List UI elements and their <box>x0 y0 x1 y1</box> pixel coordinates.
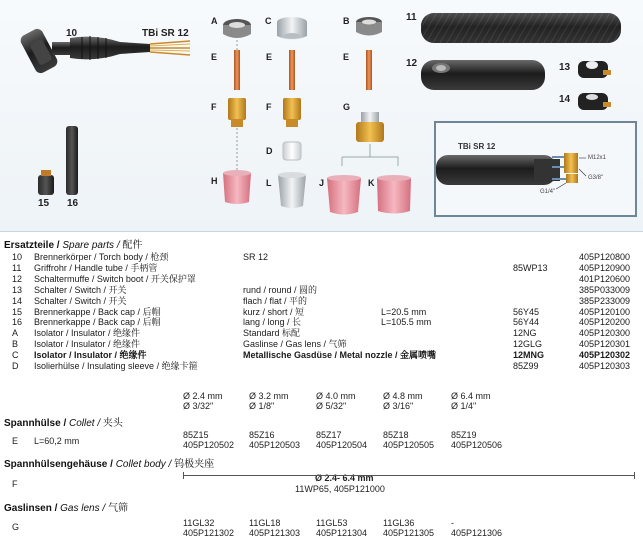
part-description: Metallische Gasdüse / Metal nozzle / 金属喷嘴 <box>243 350 437 361</box>
part-short-code: 12MNG <box>513 350 545 361</box>
collet-short: 85Z17 <box>316 430 342 440</box>
collet-code: 405P120504 <box>316 440 368 450</box>
collet-code: 405P120503 <box>249 440 301 450</box>
label-b: B <box>343 16 350 26</box>
switch-illustrations <box>578 61 611 110</box>
table-row <box>0 263 643 273</box>
label-c: C <box>265 16 272 26</box>
collet-short: 85Z19 <box>451 430 477 440</box>
part-number: D <box>12 361 19 371</box>
gas-lens-title: Gaslinsen / Gas lens / 气筛 <box>4 503 128 514</box>
table-row <box>0 307 643 317</box>
part-order-code: 405P120200 <box>579 317 631 328</box>
part-number: 15 <box>12 306 23 317</box>
collet-code: 405P120502 <box>183 440 235 450</box>
size-inch: Ø 1/8" <box>249 401 275 411</box>
label-e-c: E <box>266 52 273 62</box>
collet-body-codes: 11WP65, 405P121000 <box>295 484 385 494</box>
part-order-code: 385P033009 <box>579 284 631 295</box>
label-16: 16 <box>67 198 79 209</box>
table-row <box>0 296 643 306</box>
part-name: Brennerkörper / Torch body / 枪颈 <box>34 252 169 262</box>
part-description: Gaslinse / Gas lens / 气筛 <box>243 339 347 350</box>
part-number: 11 <box>12 262 22 273</box>
gas-lens-code: 405P121303 <box>249 528 301 538</box>
label-k: K <box>368 178 375 188</box>
label-14: 14 <box>559 94 571 105</box>
part-short-code: 85Z99 <box>513 361 539 371</box>
gas-lens-short: 11GL18 <box>249 518 281 528</box>
part-number: 14 <box>12 295 23 306</box>
label-j: J <box>319 178 325 188</box>
label-13: 13 <box>559 62 571 73</box>
table-row <box>0 339 643 349</box>
back-cap-long-illustration <box>66 126 78 195</box>
thread-label-g14: G1/4" <box>540 189 556 195</box>
part-short-code: 12NG <box>513 328 537 339</box>
size-mm: Ø 6.4 mm <box>451 391 491 401</box>
part-short-code: 85WP13 <box>513 262 548 273</box>
size-inch: Ø 5/32" <box>316 401 347 411</box>
gas-lens-code: 405P121306 <box>451 528 503 538</box>
part-short-code: 12GLG <box>513 339 543 350</box>
back-cap-short-illustration <box>38 175 54 195</box>
part-number: A <box>12 328 19 339</box>
part-number: 12 <box>12 273 23 284</box>
insulator-a-column <box>223 19 251 204</box>
collet-body-title: Spannhülsengehäuse / Collet body / 钨极夹座 <box>4 459 215 470</box>
part-order-code: 405P120800 <box>579 252 631 262</box>
part-number: B <box>12 339 19 350</box>
part-description: kurz / short / 短 <box>243 306 305 317</box>
part-name: Griffrohr / Handle tube / 手柄管 <box>34 262 158 273</box>
part-name: Isolator / Insulator / 绝缘件 <box>34 328 141 339</box>
part-name: Isolator / Insulator / 绝缘件 <box>34 350 147 361</box>
part-name: Schalter / Switch / 开关 <box>34 295 127 306</box>
label-a: A <box>211 16 218 26</box>
collet-length: L=60,2 mm <box>34 436 80 446</box>
label-tbi-sr12: TBi SR 12 <box>142 28 189 39</box>
gas-lens-code: 405P121305 <box>383 528 435 538</box>
spare-parts-title: Ersatzteile / Spare parts / 配件 <box>4 240 143 251</box>
part-name: Schalter / Switch / 开关 <box>34 284 127 295</box>
part-order-code: 405P120302 <box>579 350 631 361</box>
part-size: L=105.5 mm <box>381 317 432 328</box>
part-description: SR 12 <box>243 252 269 262</box>
inset-title: TBi SR 12 <box>458 142 496 151</box>
table-row <box>0 350 643 360</box>
part-order-code: 405P120300 <box>579 328 631 339</box>
size-inch: Ø 1/4" <box>451 401 477 411</box>
part-description: Standard 标配 <box>243 328 301 339</box>
table-row <box>0 328 643 338</box>
label-10: 10 <box>66 28 78 39</box>
gas-lens-short: 11GL32 <box>183 518 215 528</box>
size-inch: Ø 3/16" <box>383 401 414 411</box>
table-row <box>0 274 643 284</box>
part-number: C <box>12 350 19 361</box>
connector-detail-inset <box>434 121 637 217</box>
label-g: G <box>343 102 351 112</box>
part-number: 13 <box>12 284 23 295</box>
part-name: Schaltermuffe / Switch boot / 开关保护罩 <box>34 273 196 284</box>
collet-short: 85Z15 <box>183 430 209 440</box>
thread-label-g38: G3/8" <box>588 175 604 181</box>
part-name: Brennerkappe / Back cap / 后帽 <box>34 317 161 328</box>
part-order-code: 405P120301 <box>579 339 631 350</box>
collet-title: Spannhülse / Collet / 夹头 <box>4 418 123 429</box>
size-mm: Ø 3.2 mm <box>249 391 289 401</box>
collet-body-row-label: F <box>12 479 18 489</box>
label-l: L <box>266 178 272 188</box>
collet-code: 405P120505 <box>383 440 435 450</box>
part-name: Brennerkappe / Back cap / 后帽 <box>34 306 161 317</box>
collet-body-range-line <box>183 475 635 476</box>
gas-lens-code: 405P121302 <box>183 528 235 538</box>
collet-short: 85Z16 <box>249 430 275 440</box>
size-mm: Ø 2.4 mm <box>183 391 223 401</box>
label-f-a: F <box>211 102 217 112</box>
table-row <box>0 317 643 327</box>
gas-lens-short: 11GL36 <box>383 518 415 528</box>
collet-short: 85Z18 <box>383 430 409 440</box>
label-15: 15 <box>38 198 50 209</box>
collet-body-range: Ø 2.4- 6.4 mm <box>315 473 374 483</box>
gas-lens-row-label: G <box>12 522 20 532</box>
collet-row-label: E <box>12 436 19 446</box>
switch-boot-illustration <box>421 60 545 90</box>
part-description: flach / flat / 平的 <box>243 295 308 306</box>
label-f-c: F <box>266 102 272 112</box>
connector-detail-illustration <box>436 123 635 215</box>
gas-lens-short: 11GL53 <box>316 518 348 528</box>
gas-lens-code: 405P121304 <box>316 528 368 538</box>
part-order-code: 385P233009 <box>579 295 631 306</box>
part-order-code: 401P120600 <box>579 273 631 284</box>
label-d: D <box>266 146 273 156</box>
part-number: 10 <box>12 252 23 262</box>
insulator-c-column <box>277 17 307 208</box>
part-name: Isolierhülse / Insulating sleeve / 绝缘卡箍 <box>34 361 198 371</box>
part-order-code: 405P120900 <box>579 262 631 273</box>
part-number: 16 <box>12 317 23 328</box>
table-row <box>0 252 643 262</box>
table-row <box>0 361 643 371</box>
part-short-code: 56Y45 <box>513 306 540 317</box>
handle-tube-illustration <box>421 13 621 43</box>
part-name: Isolator / Insulator / 绝缘件 <box>34 339 141 350</box>
part-short-code: 56Y44 <box>513 317 540 328</box>
part-description: lang / long / 长 <box>243 317 302 328</box>
size-mm: Ø 4.0 mm <box>316 391 356 401</box>
part-description: rund / round / 圆的 <box>243 284 318 295</box>
label-12: 12 <box>406 58 418 69</box>
table-row <box>0 285 643 295</box>
part-order-code: 405P120303 <box>579 361 631 371</box>
gas-lens-short: - <box>451 518 454 528</box>
collet-code: 405P120506 <box>451 440 503 450</box>
thread-label-m12: M12x1 <box>588 155 607 161</box>
label-11: 11 <box>406 12 417 23</box>
label-h: H <box>211 176 218 186</box>
size-mm: Ø 4.8 mm <box>383 391 423 401</box>
parts-diagram <box>0 0 643 232</box>
part-order-code: 405P120100 <box>579 306 631 317</box>
label-e-b: E <box>343 52 350 62</box>
part-size: L=20.5 mm <box>381 306 427 317</box>
size-inch: Ø 3/32" <box>183 401 214 411</box>
label-e-a: E <box>211 52 218 62</box>
